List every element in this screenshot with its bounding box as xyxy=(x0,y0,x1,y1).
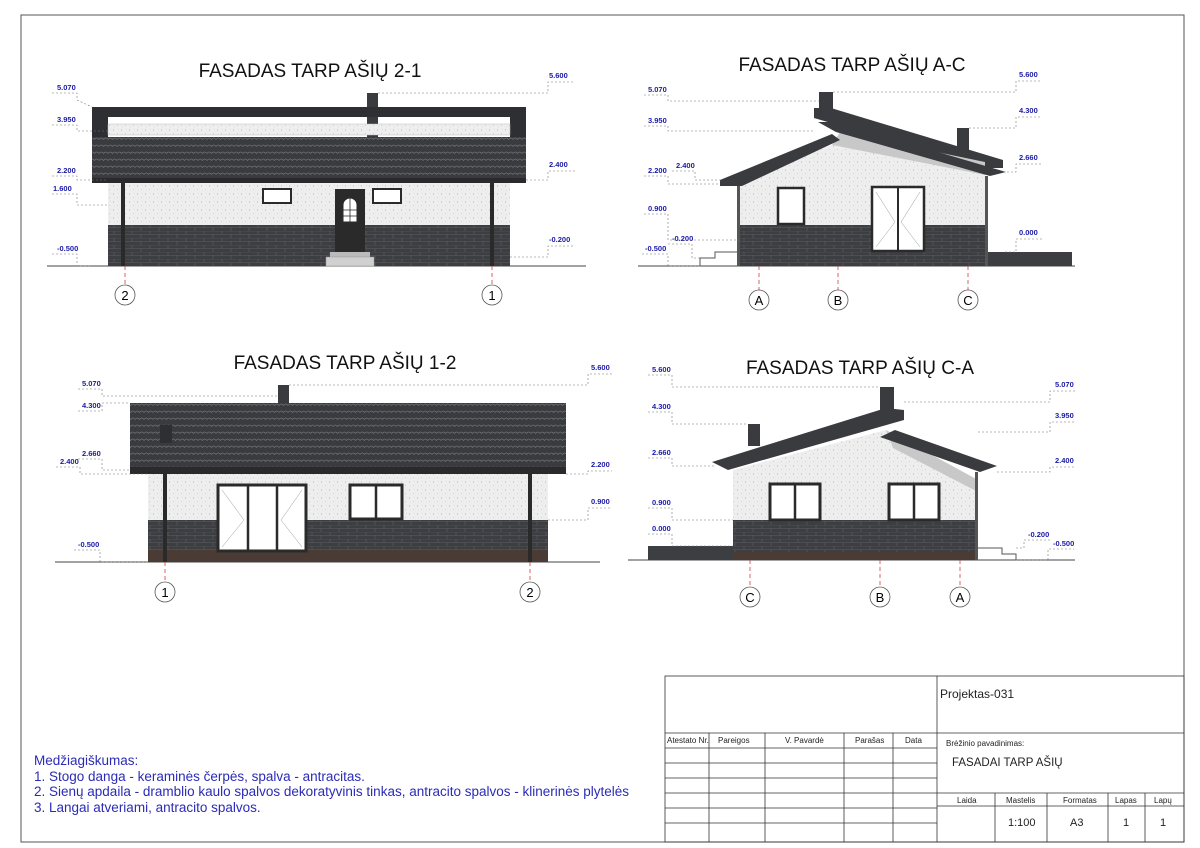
title-block xyxy=(665,676,1184,842)
tiled-roof xyxy=(92,137,526,180)
level-mark: -0.500 xyxy=(645,244,667,253)
level-mark: 5.600 xyxy=(652,365,671,374)
level-mark: -0.500 xyxy=(78,540,100,549)
level-mark: 2.400 xyxy=(549,160,568,169)
formatas-value: A3 xyxy=(1070,817,1084,829)
level-mark: 2.200 xyxy=(57,166,76,175)
laida-label: Laida xyxy=(957,796,977,805)
axis-label: 2 xyxy=(526,585,534,600)
axis-label: 1 xyxy=(488,288,496,303)
level-mark: 4.300 xyxy=(1019,106,1038,115)
level-mark: 2.400 xyxy=(1055,456,1074,465)
level-mark: 2.400 xyxy=(60,457,79,466)
level-mark: 3.950 xyxy=(648,116,667,125)
materials-notes xyxy=(34,753,629,815)
brick-cladding xyxy=(148,520,548,550)
axis-label: C xyxy=(963,293,973,308)
window xyxy=(263,189,291,203)
axis-label: B xyxy=(875,590,885,605)
lapu-value: 1 xyxy=(1160,817,1167,829)
level-mark: 5.070 xyxy=(82,379,101,388)
note-item: 3. Langai atveriami, antracito spalvos. xyxy=(34,799,261,815)
axis-label: A xyxy=(955,590,965,605)
level-mark: 3.950 xyxy=(1055,411,1074,420)
facade-a-c xyxy=(638,54,1075,310)
terrace-door xyxy=(218,485,306,551)
plaster-wall xyxy=(148,474,548,520)
level-mark: 2.200 xyxy=(591,460,610,469)
level-mark: 0.900 xyxy=(648,204,667,213)
level-mark: -0.200 xyxy=(549,235,571,244)
level-mark: 0.000 xyxy=(1019,228,1038,237)
brick-cladding xyxy=(108,225,510,266)
facade-title-c-a: FASADAS TARP AŠIŲ C-A xyxy=(745,358,975,379)
roof-fascia xyxy=(92,107,526,117)
col-pareigos: Pareigos xyxy=(718,736,750,745)
level-mark: -0.500 xyxy=(57,244,79,253)
level-mark: 4.300 xyxy=(652,402,671,411)
mastelis-label: Mastelis xyxy=(1006,796,1036,805)
axis-label: A xyxy=(754,293,764,308)
level-mark: -0.200 xyxy=(1028,530,1050,539)
mastelis-value: 1:100 xyxy=(1008,817,1036,829)
note-item: 2. Sienų apdaila - dramblio kaulo spalvos dekoratyvinis tinkas, antracito spalvos - klinerinės plytelės xyxy=(34,784,630,799)
axis-label: 1 xyxy=(161,585,169,600)
level-mark: 4.300 xyxy=(82,401,101,410)
col-parasas: Parašas xyxy=(855,736,885,745)
brick-cladding xyxy=(733,520,978,552)
facade-c-a xyxy=(628,357,1076,607)
level-mark: 5.070 xyxy=(1055,380,1074,389)
level-mark: 0.900 xyxy=(652,498,671,507)
notes-heading: Medžiagiškumas: xyxy=(34,753,139,768)
facade-2-1 xyxy=(47,60,586,305)
drawing-name: FASADAI TARP AŠIŲ xyxy=(952,757,1063,769)
level-mark: -0.500 xyxy=(1053,539,1075,548)
level-mark: 0.900 xyxy=(591,497,610,506)
level-mark: 3.950 xyxy=(57,115,76,124)
formatas-label: Formatas xyxy=(1063,796,1097,805)
tiled-roof xyxy=(130,403,566,470)
level-mark: 5.070 xyxy=(648,85,667,94)
axis-label: 2 xyxy=(121,288,129,303)
level-mark: 5.600 xyxy=(591,363,610,372)
axis-label: B xyxy=(833,293,843,308)
level-mark: 1.600 xyxy=(53,184,72,193)
facade-title-1-2: FASADAS TARP AŠIŲ 1-2 xyxy=(233,353,457,374)
drawing-name-label: Brėžinio pavadinimas: xyxy=(946,739,1025,748)
level-mark: 2.400 xyxy=(676,161,695,170)
lapu-label: Lapų xyxy=(1154,796,1172,805)
level-mark: 0.000 xyxy=(652,524,671,533)
col-data: Data xyxy=(905,736,922,745)
level-mark: 5.070 xyxy=(57,83,76,92)
level-mark: 2.660 xyxy=(1019,153,1038,162)
level-mark: 2.200 xyxy=(648,166,667,175)
level-mark: 2.660 xyxy=(82,449,101,458)
axis-label: C xyxy=(745,590,755,605)
level-mark: 5.600 xyxy=(1019,70,1038,79)
note-item: 1. Stogo danga - keraminės čerpės, spalva - antracitas. xyxy=(34,768,365,784)
level-mark: 5.600 xyxy=(549,71,568,80)
level-mark: 2.660 xyxy=(652,448,671,457)
lapas-value: 1 xyxy=(1123,817,1130,829)
window xyxy=(778,188,804,224)
brick-cladding xyxy=(740,225,985,266)
facade-title-2-1: FASADAS TARP AŠIŲ 2-1 xyxy=(198,61,422,82)
window xyxy=(373,189,401,203)
facade-title-a-c: FASADAS TARP AŠIŲ A-C xyxy=(738,55,966,76)
plaster-wall xyxy=(108,183,510,225)
facade-1-2 xyxy=(55,352,612,602)
lapas-label: Lapas xyxy=(1115,796,1137,805)
level-mark: -0.200 xyxy=(672,234,694,243)
col-atestato: Atestato Nr. xyxy=(667,736,709,745)
project-name: Projektas-031 xyxy=(940,687,1015,701)
col-pavarde: V. Pavardė xyxy=(785,736,824,745)
